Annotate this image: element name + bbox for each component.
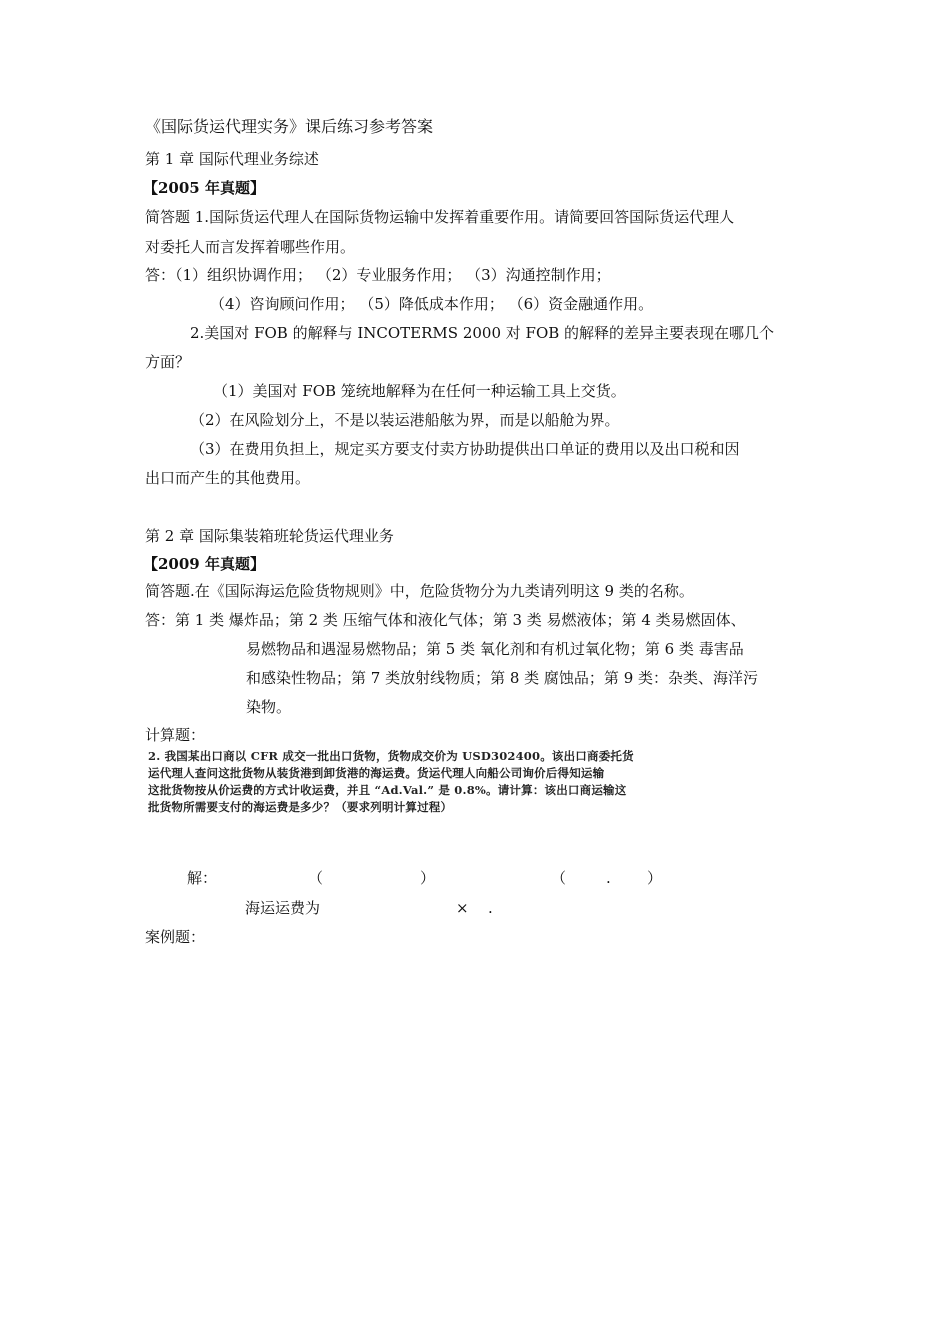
solution-label: 解：: [187, 869, 218, 887]
ch2-answer-1-line-1: 答：第 1 类 爆炸品；第 2 类 压缩气体和液化气体；第 3 类 易燃液体；第 4 类易燃固体、: [145, 611, 746, 629]
scan-line-3: 这批货物按从价运费的方式计收运费，并且 “Ad.Val.” 是 0.8%。请计算：该出口商运输这: [148, 783, 627, 797]
ch1-answer-2-item-3-line-2: 出口而产生的其他费用。: [145, 469, 311, 487]
document-title: 《国际货运代理实务》课后练习参考答案: [145, 117, 434, 136]
ch1-question-1-line-1: 简答题 1.国际货运代理人在国际货物运输中发挥着重要作用。请简要回答国际货运代理人: [145, 208, 735, 226]
calculation-label: 计算题：: [145, 726, 206, 744]
ch2-answer-1-line-3: 和感染性物品；第 7 类放射线物质；第 8 类 腐蚀品；第 9 类：杂类、海洋污: [246, 669, 759, 687]
case-study-label: 案例题：: [145, 928, 206, 946]
ch1-question-2-line-1: 2.美国对 FOB 的解释与 INCOTERMS 2000 对 FOB 的解释的差异主要表现在哪几个: [190, 324, 775, 342]
ch1-answer-2-item-1: （1）美国对 FOB 笼统地解释为在任何一种运输工具上交货。: [213, 382, 626, 400]
solution-paren-close-2: ）: [647, 869, 663, 887]
ch1-answer-1-line-1: 答：（1）组织协调作用； （2）专业服务作用； （3）沟通控制作用；: [145, 266, 611, 284]
scanned-question-image: [148, 748, 646, 826]
freight-label: 海运运费为: [245, 899, 321, 917]
ch2-answer-1-line-4: 染物。: [246, 698, 292, 716]
scan-line-2: 运代理人查问这批货物从装货港到卸货港的海运费。货运代理人向船公司询价后得知运输: [148, 766, 605, 780]
ch2-question-1: 简答题.在《国际海运危险货物规则》中，危险货物分为九类请列明这 9 类的名称。: [145, 582, 694, 600]
solution-paren-open-2: （: [551, 869, 567, 887]
ch1-answer-2-item-3-line-1: （3）在费用负担上，规定买方要支付卖方协助提供出口单证的费用以及出口税和因: [190, 440, 740, 458]
multiply-sign: ×: [456, 899, 469, 917]
ch1-question-2-line-2: 方面？: [145, 353, 191, 371]
scan-line-4: 批货物所需要支付的海运费是多少？（要求列明计算过程）: [148, 800, 453, 814]
scan-line-1: 2. 我国某出口商以 CFR 成交一批出口货物，货物成交价为 USD302400。该出口商委托货: [148, 749, 634, 763]
ch1-answer-1-line-2: （4）咨询顾问作用； （5）降低成本作用； （6）资金融通作用。: [210, 295, 654, 313]
solution-paren-close-1: ）: [420, 869, 436, 887]
chapter-2-heading: 第 2 章 国际集装箱班轮货运代理业务: [145, 527, 394, 545]
chapter-1-heading: 第 1 章 国际代理业务综述: [145, 150, 319, 168]
chapter-1-exam-year: 【2005 年真题】: [143, 179, 265, 197]
chapter-2-exam-year: 【2009 年真题】: [143, 555, 265, 573]
solution-decimal-dot: .: [606, 869, 611, 887]
ch1-question-1-line-2: 对委托人而言发挥着哪些作用。: [145, 238, 356, 256]
freight-decimal-dot: .: [488, 899, 493, 917]
solution-paren-open-1: （: [308, 869, 324, 887]
ch2-answer-1-line-2: 易燃物品和遇湿易燃物品；第 5 类 氧化剂和有机过氧化物；第 6 类 毒害品: [246, 640, 744, 658]
ch1-answer-2-item-2: （2）在风险划分上，不是以装运港船舷为界，而是以船舱为界。: [190, 411, 620, 429]
